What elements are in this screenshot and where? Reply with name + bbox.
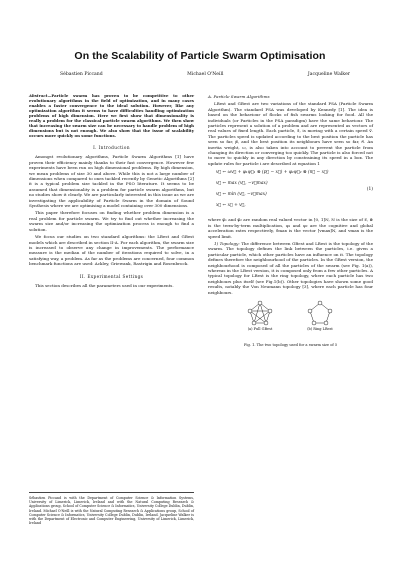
author-name: Jacqueline Walker	[307, 72, 350, 77]
abstract-text: Particle swarm has proven to be competitive to other evolutionary algorithms in the field of optimization, and in many cases enables a faster convergence to the ideal solution. However, like any optimization algorithm it seems to have difficulties handling optimization problems of high dimension. Here we first show that dimensionality is really a problem for the classical particle swarm algorithms. We then show that increasing the swarm size can be necessary to handle problem of high dimensions but is not enough. We also show that the issue of scalability occurs more quickly on some functions.	[29, 93, 194, 138]
equation-line: v⃗ ← max (v⃗, −v⃗max)	[216, 181, 268, 187]
author-name: Sébastien Piccand	[60, 72, 103, 77]
paragraph: LBest and GBest are two variations of the standard PSA (Particle Swarm Algorithm). The standard PSA was developed by Kennedy [1]. The idea is based on the behaviour of flocks of fish swarms looking for food. All the individuals (or Particles in the PSA paradigm) have the same behaviour. The particles represent a solution of a problem and are represented as vectors of real values of fixed length. Each particle, x⃗, is moving with a certain speed v⃗. The particles speed is updated according to the best position the particle has seen so far, p⃗, and the best position its neighbours have seen so far, n⃗. An inertia weight, ω, is also taken into account to prevent the particle from changing its direction or converging too quickly. The particle is also forced not to move to quickly in any direction by constraining its speed in a box. The update rules for particle i are described at equation 1	[208, 101, 373, 166]
section-heading: I. Introduction	[93, 145, 130, 150]
right-column	[208, 93, 373, 348]
abstract: Abstract—Particle swarm has proven to be competitive to other evolutionary algorithms in the field of optimization, and in many cases enables a faster convergence to the ideal solution. However, like any optimization algorithm it seems to have difficulties handling optimization problems of high dimension. Here we first show that dimensionality is really a problem for the classical particle swarm algorithms. We then show that increasing the swarm size can be necessary to handle problem of high dimensions but is not enough. We also show that the issue of scalability occurs more quickly on some functions.	[29, 93, 194, 138]
equation-line: x⃗ ← x⃗ + v⃗,	[216, 203, 246, 209]
footnote: Sébastien Piccand is with the Department of Computer Science & Information Systems, University of Limerick, Limerick, Ireland and with the Natural Computing Research & Applications group, School of Computer Science & Informatics, University College Dublin, Dublin, Ireland. Michael O'Neill is with the Natural Computing Research & Applications group, School of Computer Science & Informatics, University College Dublin, Dublin, Ireland. Jacqueline Walker is with the Department of Electronic and Computer Engineering, University of Limerick, Limerick, Ireland	[29, 492, 194, 525]
figure-caption: Fig. 1. The two topology used for a swarm size of 5	[243, 342, 338, 347]
left-column	[29, 93, 194, 290]
update-equation	[208, 168, 373, 214]
paragraph: This section describes all the parameters used in our experiments.	[35, 282, 174, 288]
subfigure-label-a: (a) Full GBest	[247, 326, 273, 331]
paragraph: This paper therefore focuses on finding whether problem dimension is a real problem for particle swarm. We try to find out whether increasing the swarm size and/or increasing the optimization process is enough to find a solution.	[29, 210, 194, 232]
abstract-label: Abstract	[29, 93, 48, 98]
full-gbest-graph	[248, 301, 272, 325]
topology-figure	[208, 299, 373, 341]
paragraph	[208, 241, 373, 295]
subsection-heading: A. Particle Swarm Algorithms	[208, 94, 270, 99]
ring-lbest-graph	[308, 301, 332, 325]
equation-line: v⃗ ← ωv⃗ + φ₁ψ⃗₁ ⊗ (p⃗ − x⃗) + φ₂ψ⃗₂ ⊗ (n⃗ − x⃗)	[216, 170, 329, 176]
equation-number: (1)	[366, 187, 373, 193]
paragraph: We focus our studies on two standard algorithms: the LBest and GBest models which are described in section II-A. For each algorithm, the swarm size is increased to observe any change in improvements. The performance measure is the median of the number of iterations required to solve, in a satisfying way, a problem. As far as the problems are concerned, four common benchmark functions are used: Ackley, Griewank, Rastrigin and Rosenbrock.	[29, 234, 194, 267]
paragraph: Amongst evolutionary algorithms, Particle Swarm Algorithms [1] have proven their efficiency mainly thanks to their fast convergence. However few experiments have been run on high dimensional problems. By high dimension, we mean problems of size 30 and above. While this is not a large number of dimensions when compared to ones tackled recently by Genetic Algorithms [2] it is a typical problem size tackled in the PSO literature. It seems to be assumed that dimensionality is a problem for particle swarm algorithms, but no studies show it clearly. We are particularly interested in this issue as we are investigating the applicability of Particle Swarm in the domain of Sound Synthesis where we are optimising a model containing over 300 dimensions.	[29, 154, 194, 209]
author-list	[60, 72, 350, 77]
paragraph-text: The difference between GBest and LBest is the topology of the swarm. The topology defines the link between the particles, i.e. given a particular particle, which other particles have an influence on it. The topology defines therefore the neighbourhood of the particles. In the GBest version, the neighbourhood is composed of all the particles of the swarm (see Fig. 1(a)), whereas in the LBest version, it is composed only from a few other particles. A typical topology for LBest is the ring topology, where each particle has two neighbours plus itself (see Fig.1(b)). Other topologies have shown some good results, notably the Von Neumann topology [3], where each particle has four neighbours.	[208, 240, 373, 295]
subfigure-label-b: (b) Ring LBest	[307, 326, 333, 331]
paper-title: On the Scalability of Particle Swarm Optimisation	[74, 50, 326, 62]
topology-label: 1) Topology:	[214, 240, 240, 246]
equation-line: v⃗ ← min (v⃗, −v⃗max)	[216, 192, 267, 198]
topology-diagram	[208, 299, 373, 333]
paragraph: where ψ⃗₁ and ψ⃗₂ are random real valued vector in [0, 1]N, N is the size of x⃗, ⊗ is the term-by-term multiplication, φ₁ and φ₂ are the cognitive and global acceleration rates respectively, v⃗max is the vector [vmax]N, and vmax is the speed limit.	[208, 217, 373, 239]
author-name: Michael O'Neill	[187, 72, 224, 77]
section-heading: II. Experimental Settings	[79, 273, 144, 279]
